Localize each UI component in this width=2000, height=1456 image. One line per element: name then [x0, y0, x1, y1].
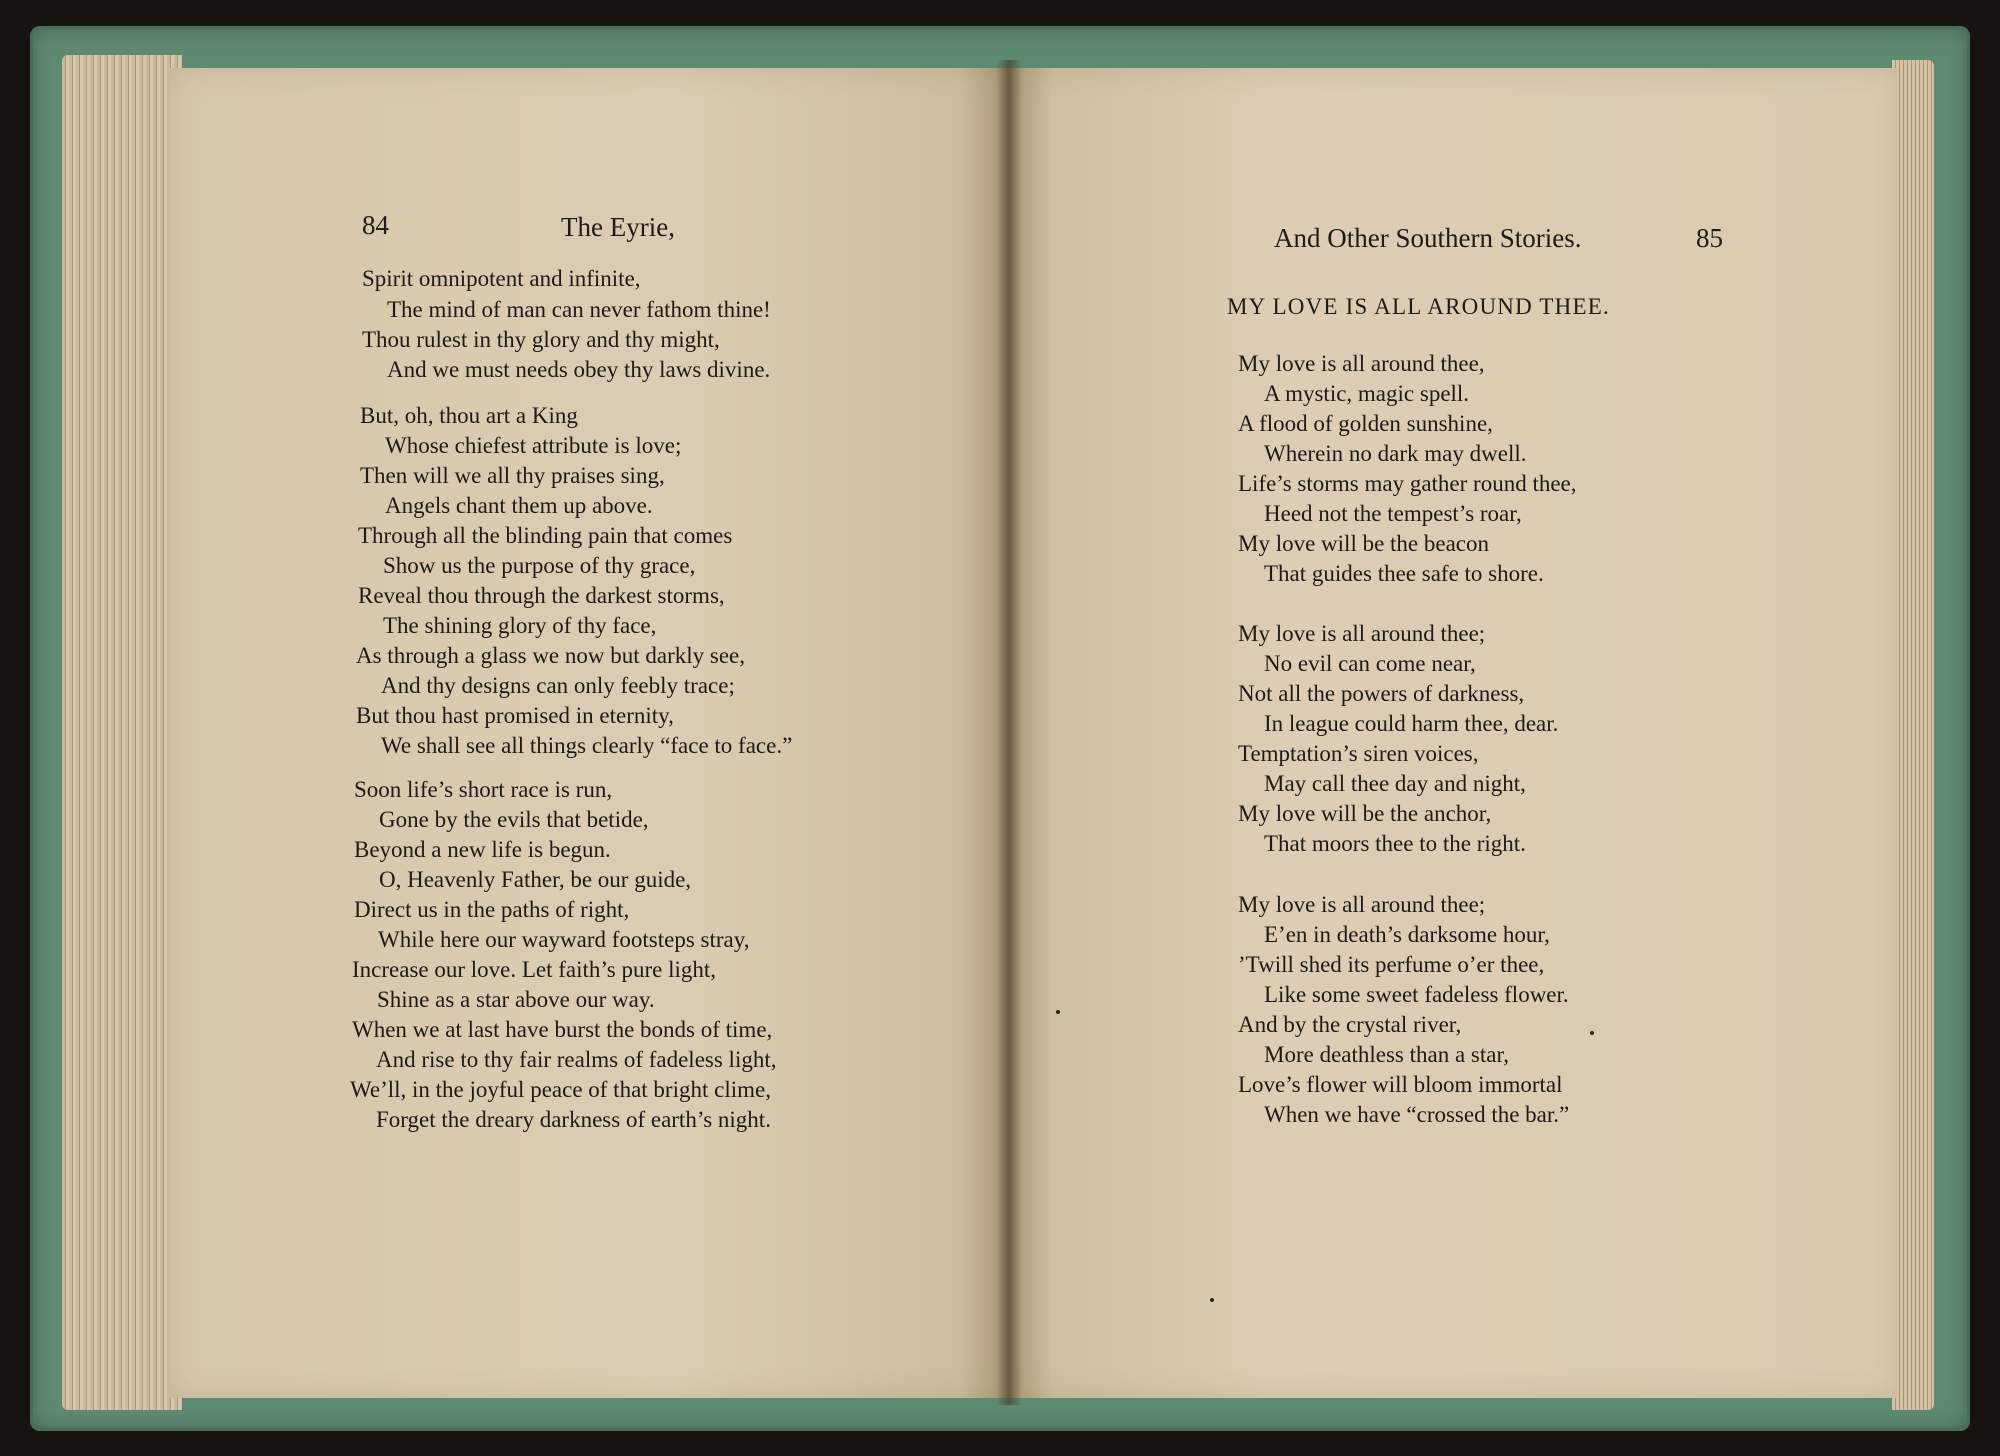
left-poem-line: But, oh, thou art a King	[360, 403, 578, 428]
right-running-title: And Other Southern Stories.	[1274, 223, 1582, 253]
right-poem-line: When we have “crossed the bar.”	[1264, 1102, 1570, 1127]
right-poem-line: Life’s storms may gather round thee,	[1238, 471, 1577, 496]
left-poem-line: When we at last have burst the bonds of time,	[352, 1017, 773, 1042]
right-poem-line: Heed not the tempest’s roar,	[1264, 501, 1522, 526]
right-poem-line: A mystic, magic spell.	[1264, 381, 1470, 406]
left-poem-line: Gone by the evils that betide,	[379, 807, 649, 832]
right-poem-line: Not all the powers of darkness,	[1238, 681, 1525, 706]
left-poem-line: Show us the purpose of thy grace,	[383, 553, 696, 578]
left-poem-line: And we must needs obey thy laws divine.	[387, 357, 771, 382]
right-poem-line: Temptation’s siren voices,	[1238, 741, 1479, 766]
left-poem-line: But thou hast promised in eternity,	[356, 703, 674, 728]
left-poem-line: The shining glory of thy face,	[383, 613, 657, 638]
right-poem-line: And by the crystal river,	[1238, 1012, 1462, 1037]
left-poem-line: Forget the dreary darkness of earth’s night.	[376, 1107, 771, 1132]
left-poem-line: We’ll, in the joyful peace of that bright clime,	[350, 1077, 771, 1102]
right-poem-line: My love is all around thee;	[1238, 621, 1486, 646]
right-page-edges	[1892, 60, 1934, 1410]
left-page-edges	[62, 55, 182, 1410]
right-poem-line: A flood of golden sunshine,	[1238, 411, 1493, 436]
right-poem-line: That moors thee to the right.	[1264, 831, 1526, 856]
left-poem-line: And rise to thy fair realms of fadeless light,	[376, 1047, 777, 1072]
left-poem-line: Angels chant them up above.	[385, 493, 653, 518]
left-poem-line: The mind of man can never fathom thine!	[387, 297, 771, 322]
left-poem-line: Then will we all thy praises sing,	[360, 463, 665, 488]
left-poem-line: And thy designs can only feebly trace;	[381, 673, 735, 698]
left-poem-line: Thou rulest in thy glory and thy might,	[362, 327, 720, 352]
right-poem-line: May call thee day and night,	[1264, 771, 1526, 796]
poem-title: MY LOVE IS ALL AROUND THEE.	[1227, 294, 1610, 319]
left-poem-line: Spirit omnipotent and infinite,	[362, 266, 641, 291]
right-poem-line: ’Twill shed its perfume o’er thee,	[1238, 952, 1545, 977]
left-poem-line: Direct us in the paths of right,	[354, 897, 630, 922]
ink-speck	[1056, 1010, 1060, 1014]
left-poem-line: Soon life’s short race is run,	[354, 777, 613, 802]
right-poem-line: My love will be the beacon	[1238, 531, 1490, 556]
left-poem-line: Whose chiefest attribute is love;	[385, 433, 682, 458]
left-poem-line: O, Heavenly Father, be our guide,	[379, 867, 692, 892]
left-poem-line: We shall see all things clearly “face to face.”	[381, 733, 793, 758]
left-poem-line: Through all the blinding pain that comes	[358, 523, 733, 548]
right-poem-line: My love is all around thee,	[1238, 351, 1485, 376]
ink-speck	[1590, 1031, 1594, 1035]
ink-speck	[1210, 1298, 1214, 1302]
left-running-title: The Eyrie,	[561, 212, 675, 242]
left-poem-line: As through a glass we now but darkly see,	[356, 643, 746, 668]
book-gutter	[996, 60, 1022, 1405]
left-poem-line: Reveal thou through the darkest storms,	[358, 583, 725, 608]
right-poem-line: Like some sweet fadeless flower.	[1264, 982, 1569, 1007]
left-poem-line: Beyond a new life is begun.	[354, 837, 611, 862]
left-poem-line: Increase our love. Let faith’s pure light,	[352, 957, 717, 982]
right-poem-line: More deathless than a star,	[1264, 1042, 1509, 1067]
left-page-number: 84	[362, 210, 389, 240]
right-poem-line: Wherein no dark may dwell.	[1264, 441, 1527, 466]
right-poem-line: That guides thee safe to shore.	[1264, 561, 1544, 586]
left-poem-line: Shine as a star above our way.	[377, 987, 655, 1012]
right-page-number: 85	[1696, 223, 1723, 253]
left-poem-line: While here our wayward footsteps stray,	[378, 927, 750, 952]
right-poem-line: E’en in death’s darksome hour,	[1264, 922, 1550, 947]
right-poem-line: Love’s flower will bloom immortal	[1238, 1072, 1563, 1097]
right-poem-line: My love is all around thee;	[1238, 892, 1486, 917]
right-poem-line: In league could harm thee, dear.	[1264, 711, 1559, 736]
right-poem-line: My love will be the anchor,	[1238, 801, 1492, 826]
right-poem-line: No evil can come near,	[1264, 651, 1476, 676]
